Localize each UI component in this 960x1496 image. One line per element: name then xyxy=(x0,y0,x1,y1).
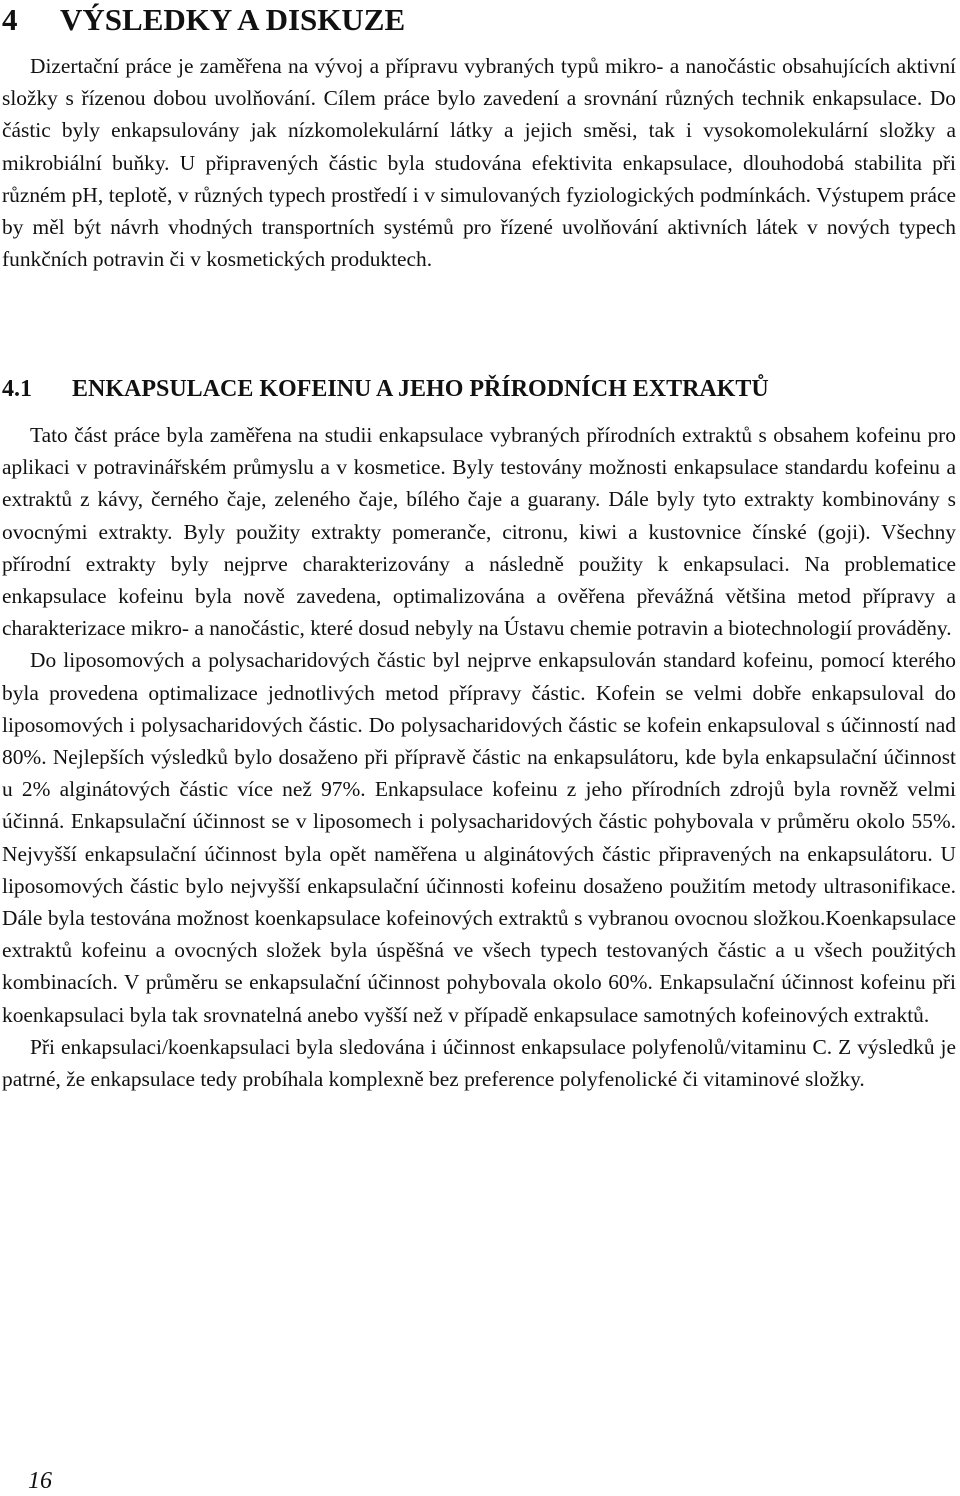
section-paragraph-2: Do liposomových a polysacharidových částic byl nejprve enkapsulován standard kofeinu, pomocí kterého byla provedena optimalizace jednotlivých metod přípravy částic. Kofein se velmi dobře enkapsuloval do liposomových i polysacharidových částic. Do polysacharidových částic se kofein enkapsuloval s účinností nad 80%. Nejlepších výsledků bylo dosaženo při přípravě částic na enkapsulátoru, kde byla enkapsulační účinnost u 2% alginátových částic více než 97%. Enkapsulace kofeinu z jeho přírodních zdrojů byla rovněž velmi účinná. Enkapsulační účinnost se v liposomech i polysacharidových částic pohybovala v průměru okolo 55%. Nejvyšší enkapsulační účinnost byla opět naměřena u alginátových částic připravených na enkapsulátoru. U liposomových částic bylo nejvyšší enkapsulační účinnosti kofeinu dosaženo použitím metody ultrasonifikace. Dále byla testována možnost koenkapsulace kofeinových extraktů s vybranou ovocnou složkou.Koenkapsulace extraktů kofeinu a ovocných složek byla úspěšná ve všech typech testovaných částic a u všech použitých kombinacích. V průměru se enkapsulační účinnost pohybovala okolo 60%. Enkapsulační účinnost kofeinu při koenkapsulaci byla tak srovnatelná anebo vyšší než v případě enkapsulace samotných kofeinových extraktů. xyxy=(2,648,956,1027)
section-paragraph-1: Tato část práce byla zaměřena na studii enkapsulace vybraných přírodních extraktů s obsahem kofeinu pro aplikaci v potravinářském průmyslu a v kosmetice. Byly testovány možnosti enkapsulace standardu kofeinu a extraktů z kávy, černého čaje, zeleného čaje, bílého čaje a guarany. Dále byly tyto extrakty kombinovány s ovocnými extrakty. Byly použity extrakty pomeranče, citronu, kiwi a kustovnice čínské (goji). Všechny přírodní extrakty byly nejprve charakterizovány a následně použity k enkapsulaci. Na problematice enkapsulace kofeinu byla nově zavedena, optimalizována a ověřena převážná většina metod přípravy a charakterizace mikro- a nanočástic, které dosud nebyly na Ústavu chemie potravin a biotechnologií prováděny. xyxy=(2,423,956,641)
chapter-number: 4 xyxy=(2,2,18,37)
page-number: 16 xyxy=(28,1468,52,1494)
intro-paragraph: Dizertační práce je zaměřena na vývoj a přípravu vybraných typů mikro- a nanočástic obsahujících aktivní složky s řízenou dobou uvolňování. Cílem práce bylo zavedení a srovnání různých technik enkapsulace. Do částic byly enkapsulovány jak nízkomolekulární látky a jejich směsi, tak i vysokomolekulární složky a mikrobiální buňky. U připravených částic byla studována efektivita enkapsulace, dlouhodobá stabilita při různém pH, teplotě, v různých typech prostředí i v simulovaných fyziologických podmínkách. Výstupem práce by měl být návrh vhodných transportních systémů pro řízené uvolňování aktivních látek v nových typech funkčních potravin či v kosmetických produktech. xyxy=(2,54,956,272)
chapter-title-text: VÝSLEDKY A DISKUZE xyxy=(60,2,406,37)
section-text-block xyxy=(2,419,956,1095)
section-paragraph-3: Při enkapsulaci/koenkapsulaci byla sledována i účinnost enkapsulace polyfenolů/vitaminu C. Z výsledků je patrné, že enkapsulace tedy probíhala komplexně bez preference polyfenolické či vitaminové složky. xyxy=(2,1034,956,1092)
section-heading xyxy=(2,373,769,405)
chapter-heading xyxy=(2,2,405,38)
section-number: 4.1 xyxy=(2,376,32,402)
section-title-text: ENKAPSULACE KOFEINU A JEHO PŘÍRODNÍCH EXTRAKTŮ xyxy=(72,376,769,402)
intro-text-block xyxy=(2,50,956,275)
